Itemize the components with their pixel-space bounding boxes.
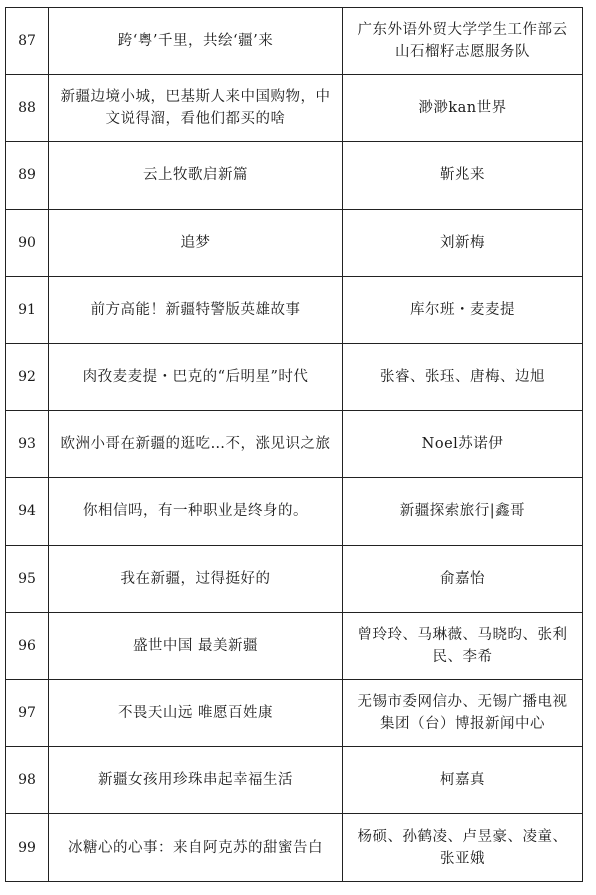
work-author: 靳兆来 [343, 142, 583, 209]
row-number: 94 [6, 478, 49, 545]
row-number: 93 [6, 411, 49, 478]
works-table [5, 7, 583, 882]
work-title: 肉孜麦麦提・巴克的“后明星”时代 [49, 343, 343, 410]
table-row [6, 209, 583, 276]
work-title: 你相信吗，有一种职业是终身的。 [49, 478, 343, 545]
table-row [6, 343, 583, 410]
table-row [6, 747, 583, 814]
work-title: 冰糖心的心事：来自阿克苏的甜蜜告白 [49, 814, 343, 882]
table-row [6, 612, 583, 679]
table-row [6, 142, 583, 209]
work-title: 前方高能！新疆特警版英雄故事 [49, 276, 343, 343]
row-number: 91 [6, 276, 49, 343]
work-author: 新疆探索旅行|鑫哥 [343, 478, 583, 545]
work-author: 柯嘉真 [343, 747, 583, 814]
row-number: 96 [6, 612, 49, 679]
row-number: 92 [6, 343, 49, 410]
work-author: 渺渺kan世界 [343, 75, 583, 142]
work-author: 俞嘉怡 [343, 545, 583, 612]
table-row [6, 75, 583, 142]
table-row [6, 679, 583, 746]
work-title: 新疆女孩用珍珠串起幸福生活 [49, 747, 343, 814]
work-title: 跨‘粤’千里，共绘‘疆’来 [49, 8, 343, 75]
table-row [6, 276, 583, 343]
work-title: 不畏天山远 唯愿百姓康 [49, 679, 343, 746]
table-row [6, 545, 583, 612]
work-title: 欧洲小哥在新疆的逛吃…不，涨见识之旅 [49, 411, 343, 478]
row-number: 88 [6, 75, 49, 142]
row-number: 99 [6, 814, 49, 882]
work-title: 追梦 [49, 209, 343, 276]
work-title: 我在新疆，过得挺好的 [49, 545, 343, 612]
row-number: 89 [6, 142, 49, 209]
work-author: 无锡市委网信办、无锡广播电视集团（台）博报新闻中心 [343, 679, 583, 746]
table-row [6, 478, 583, 545]
table-row [6, 8, 583, 75]
works-table-body [6, 8, 583, 882]
work-author: 杨硕、孙鹤凌、卢昱豪、凌童、张亚娥 [343, 814, 583, 882]
work-author: 广东外语外贸大学学生工作部云山石榴籽志愿服务队 [343, 8, 583, 75]
row-number: 90 [6, 209, 49, 276]
table-row [6, 411, 583, 478]
row-number: 95 [6, 545, 49, 612]
work-title: 云上牧歌启新篇 [49, 142, 343, 209]
work-author: 库尔班・麦麦提 [343, 276, 583, 343]
work-author: 曾玲玲、马琳薇、马晓昀、张利民、李希 [343, 612, 583, 679]
row-number: 87 [6, 8, 49, 75]
work-author: Noel苏诺伊 [343, 411, 583, 478]
row-number: 98 [6, 747, 49, 814]
row-number: 97 [6, 679, 49, 746]
work-title: 新疆边境小城，巴基斯人来中国购物，中文说得溜，看他们都买的啥 [49, 75, 343, 142]
work-author: 张睿、张珏、唐梅、边旭 [343, 343, 583, 410]
work-title: 盛世中国 最美新疆 [49, 612, 343, 679]
work-author: 刘新梅 [343, 209, 583, 276]
table-row [6, 814, 583, 882]
